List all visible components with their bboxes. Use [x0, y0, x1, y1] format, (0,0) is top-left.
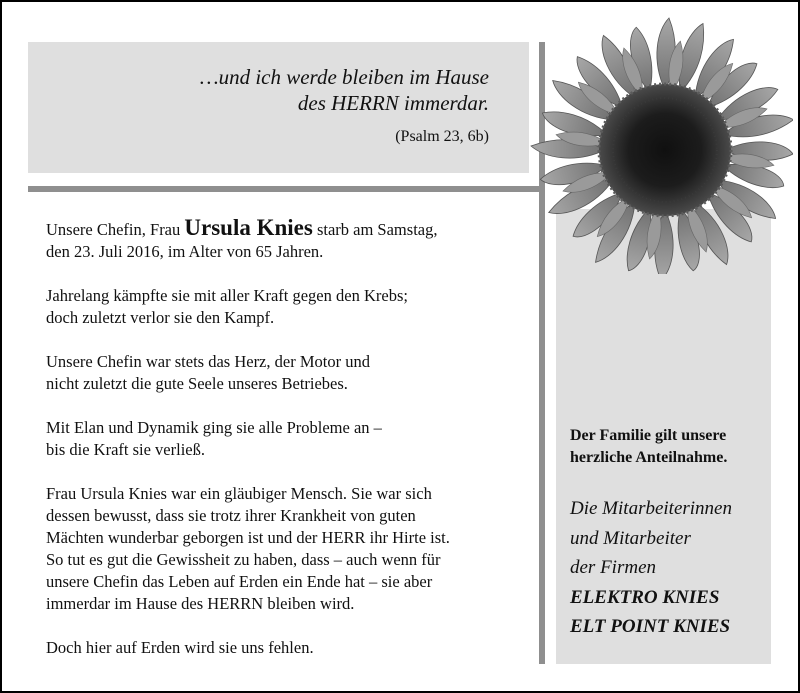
signoff-line: und Mitarbeiter — [570, 527, 691, 549]
paragraph-illness — [46, 285, 536, 329]
paragraph-closing — [46, 637, 536, 659]
company-name: ELEKTRO KNIES — [570, 586, 720, 608]
signoff-line: Die Mitarbeiterinnen — [570, 498, 732, 519]
text-fragment: Unsere Chefin, Frau — [46, 220, 185, 239]
text-line: doch zuletzt verlor sie den Kampf. — [46, 308, 275, 327]
sunflower-image — [525, 10, 793, 274]
deceased-name: Ursula Knies — [184, 215, 313, 240]
signoff-block — [570, 494, 775, 642]
text-line: herzliche Anteilnahme. — [570, 449, 728, 466]
signoff-line: der Firmen — [570, 557, 657, 578]
paragraph-elan — [46, 417, 536, 461]
condolence-message — [570, 425, 770, 469]
text-fragment: starb am Samstag, — [312, 220, 438, 239]
text-line: Der Familie gilt unsere — [570, 427, 727, 444]
text-line: Frau Ursula Knies war ein gläubiger Mensch. Sie war sich — [46, 484, 432, 503]
paragraph-death-notice — [46, 217, 536, 263]
paragraph-heart — [46, 351, 536, 395]
text-line — [46, 217, 536, 241]
psalm-quote-box — [28, 42, 529, 173]
text-line: Jahrelang kämpfte sie mit aller Kraft gegen den Krebs; — [46, 286, 408, 305]
paragraph-faith — [46, 483, 536, 615]
text-line: Doch hier auf Erden wird sie uns fehlen. — [46, 638, 314, 657]
text-line: bis die Kraft sie verließ. — [46, 440, 205, 459]
psalm-reference: (Psalm 23, 6b) — [395, 128, 489, 145]
company-name: ELT POINT KNIES — [570, 616, 731, 637]
quote-line: des HERRN immerdar. — [297, 91, 489, 115]
text-line: immerdar im Hause des HERRN bleiben wird. — [46, 594, 355, 613]
horizontal-divider — [28, 186, 541, 192]
text-line: Mächten wunderbar geborgen ist und der HERR ihr Hirte ist. — [46, 528, 450, 547]
text-line: den 23. Juli 2016, im Alter von 65 Jahren. — [46, 242, 324, 261]
text-line: dessen bewusst, dass sie trotz ihrer Krankheit von guten — [46, 506, 416, 525]
text-line: Unsere Chefin war stets das Herz, der Motor und — [46, 352, 370, 371]
text-line: So tut es gut die Gewissheit zu haben, dass – auch wenn für — [46, 550, 441, 569]
quote-line: …und ich werde bleiben im Hause — [199, 65, 489, 89]
text-line: Mit Elan und Dynamik ging sie alle Probleme an – — [46, 418, 382, 437]
text-line: unsere Chefin das Leben auf Erden ein Ende hat – sie aber — [46, 572, 433, 591]
psalm-quote — [200, 64, 489, 116]
obituary-body — [46, 217, 536, 681]
text-line: nicht zuletzt die gute Seele unseres Betriebes. — [46, 374, 348, 393]
